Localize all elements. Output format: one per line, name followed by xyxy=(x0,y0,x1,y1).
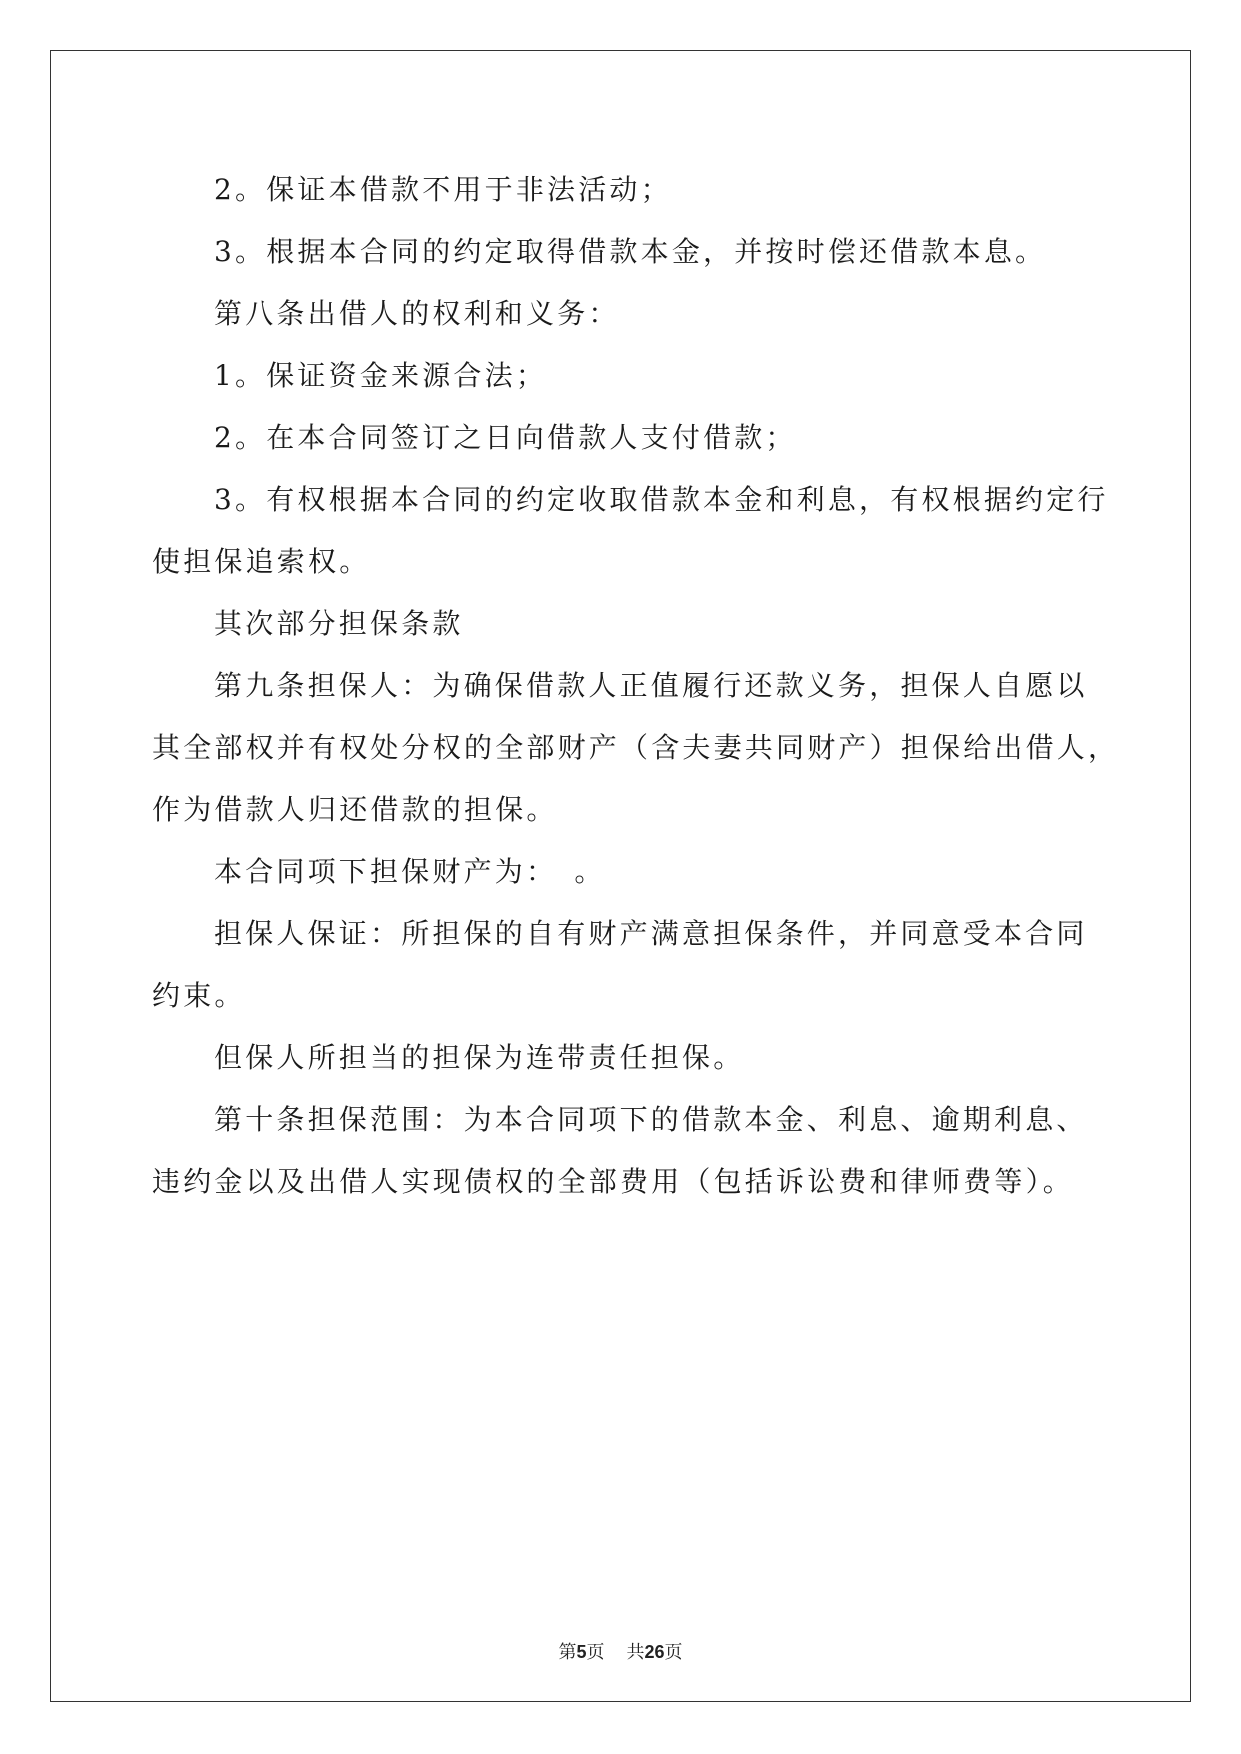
paragraph-line: 2。在本合同签订之日向借款人支付借款； xyxy=(214,421,797,454)
paragraph-line: 使担保追索权。 xyxy=(152,545,371,578)
paragraph-line: 第九条担保人：为确保借款人正值履行还款义务，担保人自愿以 xyxy=(214,669,1088,702)
footer-prefix: 第 xyxy=(558,1642,577,1663)
paragraph-line: 2。保证本借款不用于非法活动； xyxy=(214,173,672,206)
paragraph-line: 3。有权根据本合同的约定收取借款本金和利息，有权根据约定行 xyxy=(214,483,1109,516)
page-footer xyxy=(0,1638,1241,1664)
paragraph-line: 担保人保证：所担保的自有财产满意担保条件，并同意受本合同 xyxy=(214,917,1088,950)
paragraph-line: 但保人所担当的担保为连带责任担保。 xyxy=(214,1041,745,1074)
paragraph-line: 违约金以及出借人实现债权的全部费用（包括诉讼费和律师费等）。 xyxy=(152,1165,1075,1198)
paragraph-line: 3。根据本合同的约定取得借款本金，并按时偿还借款本息。 xyxy=(214,235,1047,268)
paragraph-line: 约束。 xyxy=(152,979,246,1012)
footer-total-suffix: 页 xyxy=(664,1642,683,1663)
paragraph-line: 第十条担保范围：为本合同项下的借款本金、利息、逾期利息、 xyxy=(214,1103,1088,1136)
section-heading: 第八条出借人的权利和义务： xyxy=(214,297,620,330)
paragraph-line: 作为借款人归还借款的担保。 xyxy=(152,793,558,826)
footer-total-prefix: 共 xyxy=(626,1642,645,1663)
footer-page-suffix: 页 xyxy=(586,1642,605,1663)
document-body xyxy=(152,170,1120,1224)
part-heading: 其次部分担保条款 xyxy=(214,607,464,640)
current-page-number: 5 xyxy=(576,1642,587,1662)
paragraph-line: 其全部权并有权处分权的全部财产（含夫妻共同财产）担保给出借人， xyxy=(152,731,1120,764)
paragraph-line: 本合同项下担保财产为： 。 xyxy=(214,855,606,888)
paragraph-line: 1。保证资金来源合法； xyxy=(214,359,548,392)
total-page-count: 26 xyxy=(644,1642,665,1662)
